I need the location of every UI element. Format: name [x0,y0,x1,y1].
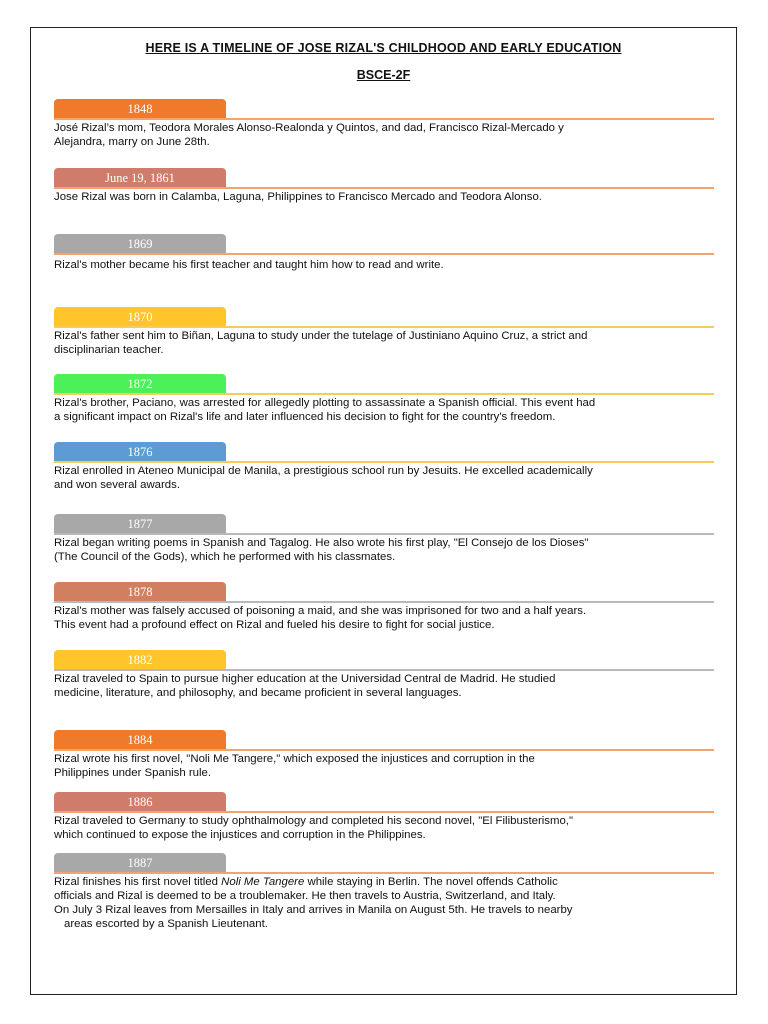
novel-title: Noli Me Tangere [221,876,305,888]
entry-description [54,536,714,564]
year-tab: 1869 [54,234,226,254]
divider-rule [54,872,714,874]
entry-description [54,752,714,780]
text-run: Rizal finishes his first novel titled [54,876,222,888]
description-line: and won several awards. [54,479,180,491]
year-tab: 1884 [54,730,226,750]
description-line: This event had a profound effect on Rizal and fueled his desire to fight for social justice. [54,619,495,631]
description-line: disciplinarian teacher. [54,344,164,356]
description-line: Rizal's mother was falsely accused of poisoning a maid, and she was imprisoned for two and a half years. [54,605,587,617]
year-tab: 1872 [54,374,226,394]
year-tab: 1882 [54,650,226,670]
year-tab: 1877 [54,514,226,534]
description-line: Rizal began writing poems in Spanish and Tagalog. He also wrote his first play, "El Consejo de los Dioses" [54,537,589,549]
entry-description [54,672,714,700]
divider-rule [54,187,714,189]
description-line: Rizal traveled to Germany to study ophthalmology and completed his second novel, "El Filibusterismo," [54,815,574,827]
page-title: HERE IS A TIMELINE OF JOSE RIZAL'S CHILDHOOD AND EARLY EDUCATION [145,41,622,55]
divider-rule [54,461,714,463]
entry-description [54,190,714,204]
description-line: areas escorted by a Spanish Lieutenant. [64,918,268,930]
description-line: Rizal's father sent him to Biñan, Laguna to study under the tutelage of Justiniano Aquino Cruz, a strict and [54,330,588,342]
divider-rule [54,393,714,395]
divider-rule [54,749,714,751]
description-line: medicine, literature, and philosophy, and became proficient in several languages. [54,687,462,699]
description-line: (The Council of the Gods), which he performed with his classmates. [54,551,396,563]
description-line [54,875,714,889]
entry-description [54,121,714,149]
page-subtitle: BSCE-2F [356,68,411,82]
year-tab: 1870 [54,307,226,327]
entry-description [54,258,714,272]
description-line: Alejandra, marry on June 28th. [54,136,210,148]
description-line: José Rizal’s mom, Teodora Morales Alonso-Realonda y Quintos, and dad, Francisco Rizal-Mercado y [54,122,564,134]
year-tab: 1887 [54,853,226,873]
description-line: Rizal's brother, Paciano, was arrested for allegedly plotting to assassinate a Spanish official. This event had [54,397,596,409]
year-tab: 1886 [54,792,226,812]
description-line: Rizal's mother became his first teacher and taught him how to read and write. [54,259,444,271]
divider-rule [54,811,714,813]
description-line: Rizal traveled to Spain to pursue higher education at the Universidad Central de Madrid. He studied [54,673,556,685]
entry-description [54,464,714,492]
entry-description [54,329,714,357]
description-line: Rizal wrote his first novel, "Noli Me Tangere," which exposed the injustices and corruption in the [54,753,535,765]
divider-rule [54,601,714,603]
divider-rule [54,253,714,255]
description-line: On July 3 Rizal leaves from Mersailles in Italy and arrives in Manila on August 5th. He travels to nearby [54,904,573,916]
entry-description [54,604,714,632]
entry-description [54,875,714,931]
description-line: officials and Rizal is deemed to be a troublemaker. He then travels to Austria, Switzerland, and Italy. [54,890,556,902]
year-tab: June 19, 1861 [54,168,226,188]
description-line: Rizal enrolled in Ateneo Municipal de Manila, a prestigious school run by Jesuits. He excelled academically [54,465,593,477]
year-tab: 1848 [54,99,226,119]
divider-rule [54,326,714,328]
year-tab: 1878 [54,582,226,602]
divider-rule [54,669,714,671]
description-line: which continued to expose the injustices and corruption in the Philippines. [54,829,426,841]
entry-description [54,814,714,842]
description-line: Philippines under Spanish rule. [54,767,212,779]
divider-rule [54,533,714,535]
entry-description [54,396,714,424]
description-line: a significant impact on Rizal's life and later influenced his decision to fight for the country's freedom. [54,411,556,423]
year-tab: 1876 [54,442,226,462]
divider-rule [54,118,714,120]
description-line: Jose Rizal was born in Calamba, Laguna, Philippines to Francisco Mercado and Teodora Alonso. [54,191,542,203]
text-run: while staying in Berlin. The novel offends Catholic [304,876,558,888]
